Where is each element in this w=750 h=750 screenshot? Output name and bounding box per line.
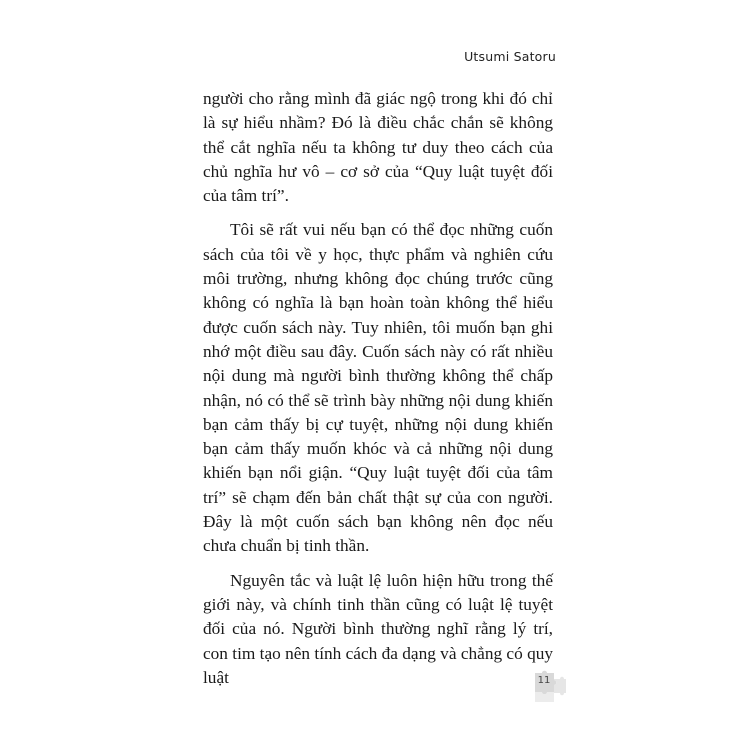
paragraph-2: Tôi sẽ rất vui nếu bạn có thể đọc những cuốn sách của tôi về y học, thực phẩm và nghiên cứu môi trường, nhưng không đọc chúng trước cũng không có nghĩa là bạn hoàn toàn không thể hiểu được cuốn sách này. Tuy nhiên, tôi muốn bạn ghi nhớ một điều sau đây. Cuốn sách này có rất nhiều nội dung mà người bình thường không thể chấp nhận, nó có thể sẽ trình bày những nội dung khiến bạn cảm thấy bị cự tuyệt, những nội dung khiến bạn cảm thấy muốn khóc và cả những nội dung khiến bạn nổi giận. “Quy luật tuyệt đối của tâm trí” sẽ chạm đến bản chất thật sự của con người. Đây là một cuốn sách bạn không nên đọc nếu chưa chuẩn bị tinh thần. [203, 220, 553, 556]
page-number-badge [533, 669, 567, 703]
paragraph-3: Nguyên tắc và luật lệ luôn hiện hữu trong thế giới này, và chính tinh thần cũng có luật lệ tuyệt đối của nó. Người bình thường nghĩ rằng lý trí, con tim tạo nên tính cách đa dạng và chẳng có quy luật [203, 570, 553, 687]
page-number: 11 [537, 675, 551, 686]
running-header-author: Utsumi Satoru [464, 49, 556, 64]
body-text [203, 87, 553, 690]
paragraph-1: người cho rằng mình đã giác ngộ trong khi đó chỉ là sự hiểu nhầm? Đó là điều chắc chắn sẽ không thể cắt nghĩa nếu ta không tư duy theo cách của chủ nghĩa hư vô – cơ sở của “Quy luật tuyệt đối của tâm trí”. [203, 89, 553, 206]
